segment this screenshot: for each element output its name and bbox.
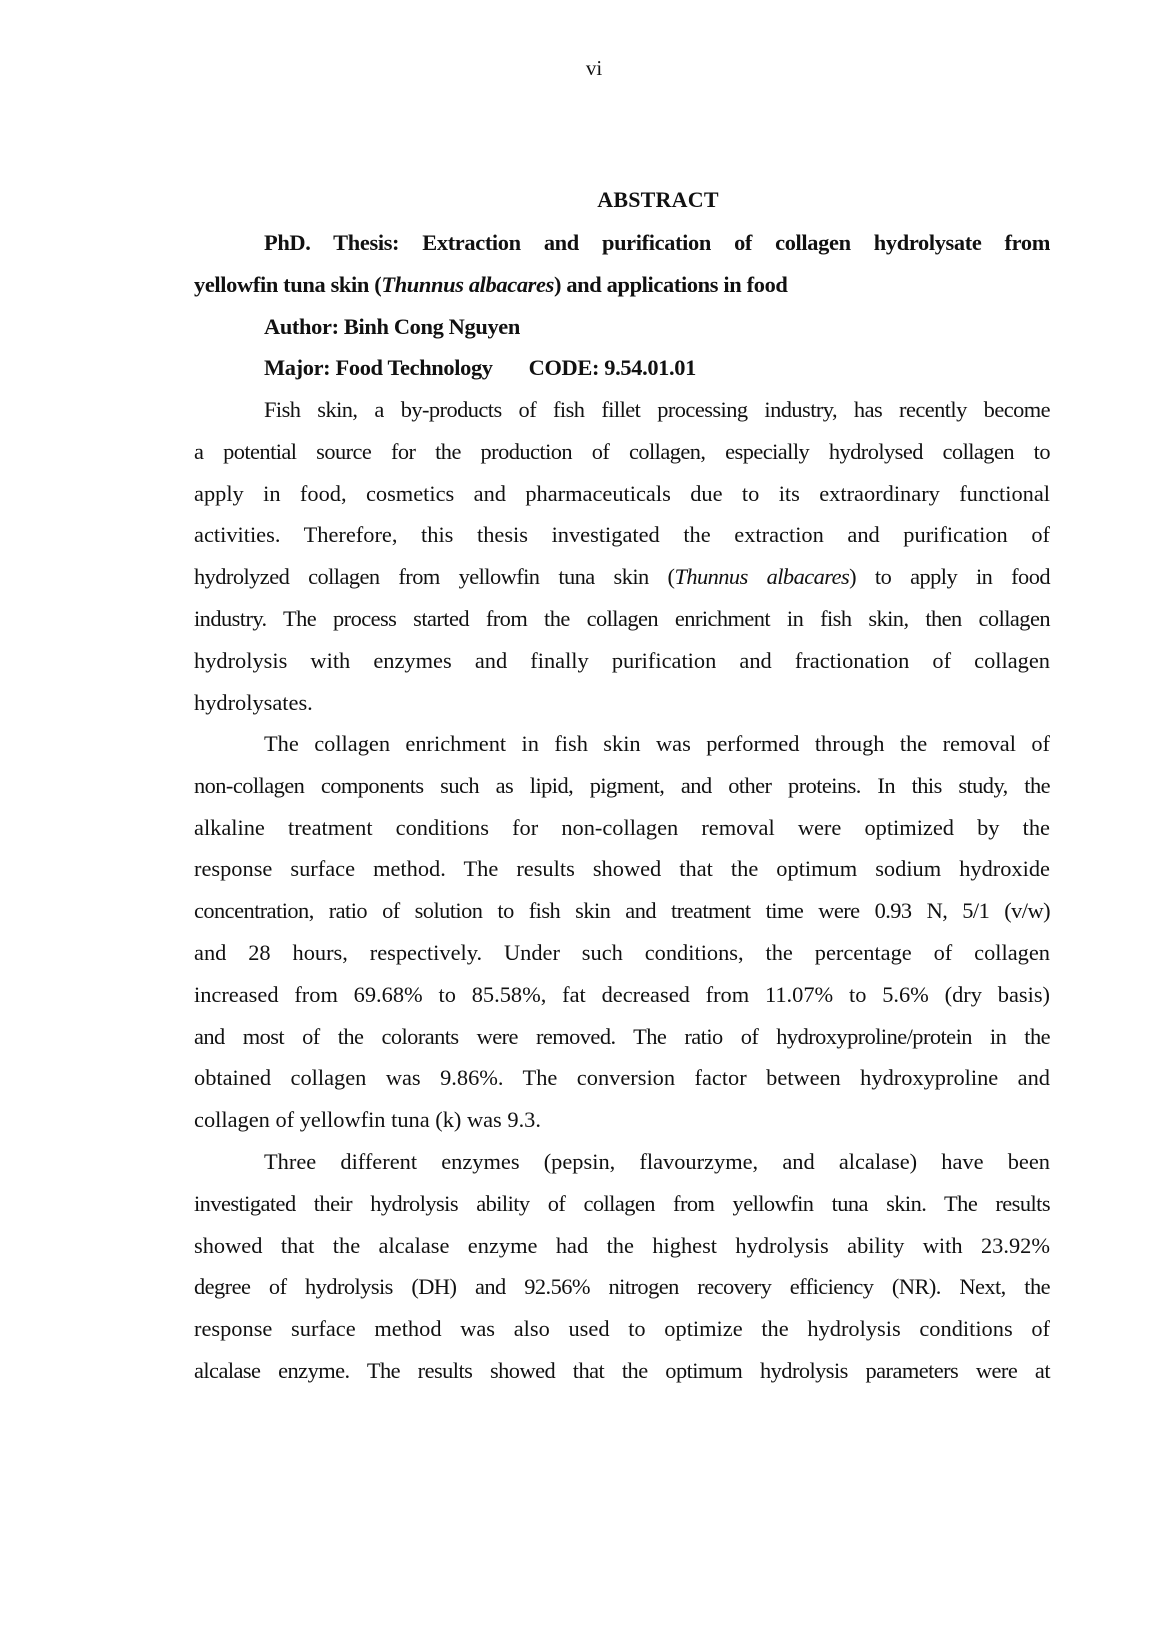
paragraph-line: and 28 hours, respectively. Under such conditions, the percentage of collagen — [194, 939, 1050, 965]
paragraph-line: non-collagen components such as lipid, pigment, and other proteins. In this study, the — [194, 772, 1050, 798]
paragraph-line: alkaline treatment conditions for non-collagen removal were optimized by the — [194, 814, 1050, 840]
thesis-title-line-2 — [194, 264, 1050, 306]
thesis-title-text: yellowfin tuna skin ( — [194, 271, 382, 297]
paragraph-3 — [194, 1141, 1050, 1392]
paragraph-line — [194, 556, 1050, 598]
author-line: Author: Binh Cong Nguyen — [264, 313, 520, 339]
paragraph-line: hydrolysis with enzymes and finally purification and fractionation of collagen — [194, 647, 1050, 673]
paragraph-line: investigated their hydrolysis ability of collagen from yellowfin tuna skin. The results — [194, 1190, 1050, 1216]
thesis-title-line-1: PhD. Thesis: Extraction and purification of collagen hydrolysate from — [264, 230, 1050, 255]
text-span: hydrolyzed collagen from yellowfin tuna skin ( — [194, 564, 675, 590]
paragraph-line: showed that the alcalase enzyme had the highest hydrolysis ability with 23.92% — [194, 1232, 1050, 1258]
paragraph-line: industry. The process started from the collagen enrichment in fish skin, then collagen — [194, 605, 1050, 631]
paragraph-line: response surface method was also used to optimize the hydrolysis conditions of — [194, 1316, 1050, 1342]
paragraph-line: hydrolysates. — [194, 689, 313, 715]
abstract-heading: ABSTRACT — [597, 187, 719, 212]
paragraph-line: increased from 69.68% to 85.58%, fat decreased from 11.07% to 5.6% (dry basis) — [194, 981, 1050, 1007]
major-code: CODE: 9.54.01.01 — [528, 355, 696, 381]
paragraph-line: a potential source for the production of collagen, especially hydrolysed collagen to — [194, 438, 1050, 464]
major-label: Major: Food Technology — [264, 355, 493, 381]
paragraph-line: obtained collagen was 9.86%. The conversion factor between hydroxyproline and — [194, 1065, 1050, 1091]
paragraph-line: apply in food, cosmetics and pharmaceuticals due to its extraordinary functional — [194, 480, 1050, 506]
paragraph-2 — [194, 723, 1050, 1141]
paragraph-line: response surface method. The results showed that the optimum sodium hydroxide — [194, 856, 1050, 882]
paragraph-line: concentration, ratio of solution to fish skin and treatment time were 0.93 N, 5/1 (v/w) — [194, 898, 1050, 924]
major-line — [194, 347, 1050, 389]
paragraph-line: collagen of yellowfin tuna (k) was 9.3. — [194, 1107, 541, 1133]
paragraph-line: Three different enzymes (pepsin, flavourzyme, and alcalase) have been — [264, 1149, 1050, 1174]
species-name: Thunnus albacares — [674, 564, 850, 590]
thesis-title-text: ) and applications in food — [553, 271, 788, 297]
paragraph-line: activities. Therefore, this thesis investigated the extraction and purification of — [194, 522, 1050, 548]
paragraph-line: The collagen enrichment in fish skin was performed through the removal of — [264, 731, 1050, 756]
thesis-info — [194, 222, 1050, 389]
paragraph-1 — [194, 389, 1050, 723]
text-span: ) to apply in food — [849, 564, 1050, 590]
species-name: Thunnus albacares — [381, 271, 554, 297]
paragraph-line: alcalase enzyme. The results showed that the optimum hydrolysis parameters were at — [194, 1357, 1050, 1383]
page-number: vi — [585, 56, 603, 80]
paragraph-line: Fish skin, a by-products of fish fillet processing industry, has recently become — [264, 397, 1050, 422]
paragraph-line: degree of hydrolysis (DH) and 92.56% nitrogen recovery efficiency (NR). Next, the — [194, 1274, 1050, 1300]
paragraph-line: and most of the colorants were removed. The ratio of hydroxyproline/protein in the — [194, 1023, 1050, 1049]
